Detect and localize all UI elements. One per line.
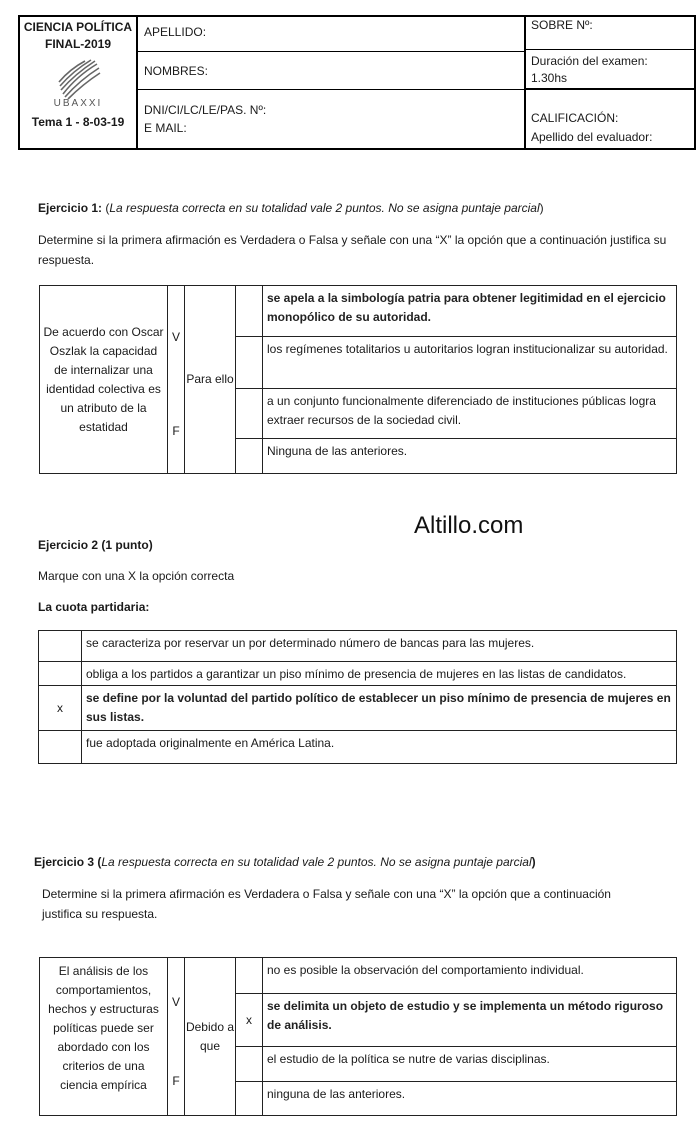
ej3-statement: El análisis de los comportamientos, hechos y estructuras políticas puede ser abordado con los criterios de una ciencia empírica	[40, 958, 168, 1116]
ej3-title-line	[34, 852, 536, 872]
evaluador-label: Apellido del evaluador:	[531, 130, 653, 144]
ej3-note-close: )	[531, 855, 536, 869]
ej2-opt1-mark[interactable]	[39, 631, 82, 662]
ubaxxi-logo-icon	[53, 58, 103, 100]
ej3-title: Ejercicio 3 (	[34, 855, 102, 869]
divider	[137, 51, 525, 52]
ej2-opt4-text: fue adoptada originalmente en América Latina.	[82, 731, 677, 764]
ej2-subtitle: La cuota partidaria:	[38, 600, 150, 614]
divider	[524, 49, 696, 50]
ej2-opt4-mark[interactable]	[39, 731, 82, 764]
ej1-statement: De acuerdo con Oscar Oszlak la capacidad de internalizar una identidad colectiva es un atributo de la estatidad	[40, 286, 168, 474]
ej3-opt4-mark[interactable]	[236, 1082, 263, 1116]
ej3-opt3-mark[interactable]	[236, 1047, 263, 1082]
ej1-instructions: Determine si la primera afirmación es Verdadera o Falsa y señale con una “X” la opción que a continuación justifica su respuesta.	[38, 233, 667, 267]
ej3-table	[39, 957, 677, 1116]
ej1-title: Ejercicio 1:	[38, 201, 103, 215]
ej3-connector: Debido a que	[185, 958, 236, 1116]
ej2-table	[38, 630, 677, 764]
ej1-note-open: (	[102, 201, 110, 215]
ej1-connector: Para ello	[185, 286, 236, 474]
apellido-label: APELLIDO:	[144, 25, 207, 39]
ej1-table	[39, 285, 677, 474]
ej1-opt4-text: Ninguna de las anteriores.	[263, 438, 677, 473]
ej1-note: La respuesta correcta en su totalidad vale 2 puntos. No se asigna puntaje parcial	[109, 201, 540, 215]
dni-label: DNI/CI/LC/LE/PAS. Nº:	[144, 103, 267, 117]
ej3-opt2-mark[interactable]: x	[236, 994, 263, 1047]
ej1-opt1-mark[interactable]	[236, 286, 263, 337]
ej1-opt1-text: se apela a la simbología patria para obtener legitimidad en el ejercicio monopólico de su autoridad.	[263, 286, 677, 337]
ej3-opt1-text: no es posible la observación del comportamiento individual.	[263, 958, 677, 994]
ej3-false[interactable]: F	[168, 1047, 185, 1116]
divider	[524, 15, 526, 150]
duracion-value: 1.30hs	[531, 71, 568, 85]
ej3-opt4-text: ninguna de las anteriores.	[263, 1082, 677, 1116]
ej2-opt3-mark[interactable]: x	[39, 686, 82, 731]
divider	[524, 88, 696, 90]
ej2-opt3-text: se define por la voluntad del partido político de establecer un piso mínimo de presencia de mujeres en sus listas.	[82, 686, 677, 731]
sobre-label: SOBRE Nº:	[531, 18, 593, 32]
ej3-note: La respuesta correcta en su totalidad vale 2 puntos. No se asigna puntaje parcial	[101, 855, 532, 869]
calificacion-label: CALIFICACIÓN:	[531, 111, 619, 125]
ej1-opt4-mark[interactable]	[236, 438, 263, 473]
course-title-line2: FINAL-2019	[44, 37, 112, 51]
ej1-opt2-mark[interactable]	[236, 337, 263, 388]
ej3-opt1-mark[interactable]	[236, 958, 263, 994]
ej3-true[interactable]: V	[168, 958, 185, 1047]
ej2-opt2-text: obliga a los partidos a garantizar un piso mínimo de presencia de mujeres en las listas de candidatos.	[82, 662, 677, 686]
ej1-opt2-text: los regímenes totalitarios u autoritarios logran institucionalizar su autoridad.	[263, 337, 677, 388]
exam-topic: Tema 1 - 8-03-19	[31, 115, 125, 129]
ej1-false[interactable]: F	[168, 388, 185, 473]
nombres-label: NOMBRES:	[144, 64, 209, 78]
course-title-line1: CIENCIA POLÍTICA	[23, 20, 133, 34]
ej2-opt2-mark[interactable]	[39, 662, 82, 686]
ej3-opt2-text: se delimita un objeto de estudio y se implementa un método riguroso de análisis.	[263, 994, 677, 1047]
course-title	[20, 19, 136, 53]
ej3-opt3-text: el estudio de la política se nutre de varias disciplinas.	[263, 1047, 677, 1082]
divider	[137, 89, 525, 90]
ej3-instructions: Determine si la primera afirmación es Verdadera o Falsa y señale con una “X” la opción que a continuación justifica su respuesta.	[42, 887, 611, 921]
ej2-instructions: Marque con una X la opción correcta	[38, 569, 235, 583]
ej1-true[interactable]: V	[168, 286, 185, 389]
logo-text: UBAXXI	[53, 98, 103, 109]
header-course-box	[18, 15, 138, 150]
ej2-opt1-text: se caracteriza por reservar un por determinado número de bancas para las mujeres.	[82, 631, 677, 662]
ej1-note-close: )	[539, 201, 544, 215]
ej1-opt3-mark[interactable]	[236, 388, 263, 438]
watermark-text: Altillo.com	[414, 512, 524, 539]
ej1-opt3-text: a un conjunto funcionalmente diferenciado de instituciones públicas logra extraer recursos de la sociedad civil.	[263, 388, 677, 438]
ej1-title-line	[38, 198, 544, 218]
ej2-title: Ejercicio 2 (1 punto)	[38, 538, 153, 552]
duracion-label: Duración del examen:	[531, 54, 648, 68]
email-label: E MAIL:	[144, 121, 187, 135]
